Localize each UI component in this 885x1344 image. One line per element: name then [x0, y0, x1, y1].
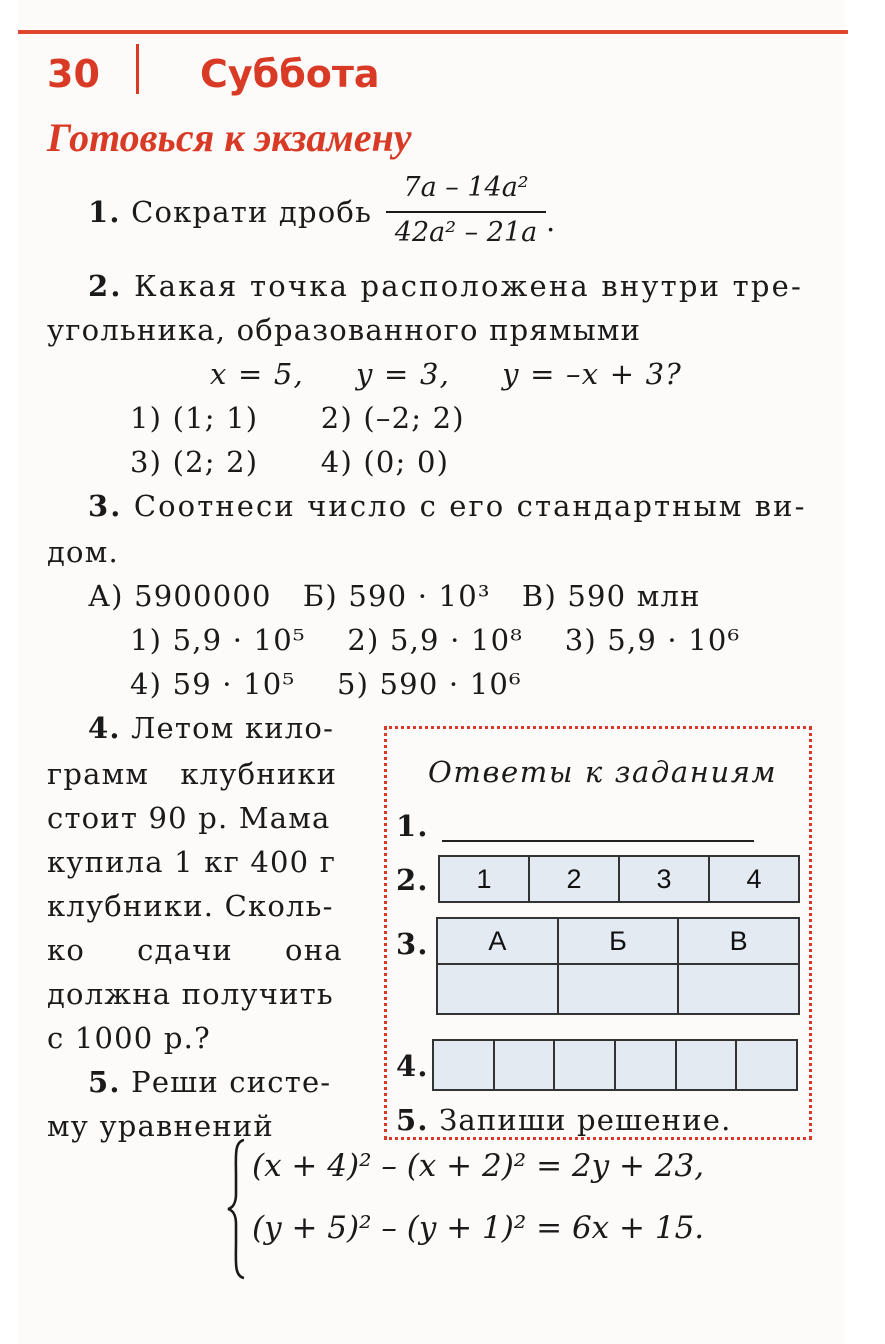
task3-options-row2: 4) 59 · 10⁵ 5) 590 · 10⁶ [130, 667, 522, 701]
task4-text0: Летом кило- [131, 711, 335, 745]
day-title: Суббота [200, 52, 380, 96]
answer-2-cells [438, 855, 800, 903]
answer-3-header: А [438, 919, 559, 963]
task1-period: . [546, 204, 556, 238]
answer-5-text: Запиши решение. [439, 1103, 732, 1137]
task5-number: 5. [88, 1065, 121, 1099]
task2-options-row1: 1) (1; 1) 2) (–2; 2) [130, 401, 465, 435]
answer-2-cell[interactable]: 1 [440, 857, 530, 901]
task3-number: 3. [88, 489, 123, 523]
task5-text0: Реши систе- [131, 1065, 332, 1099]
answer-2-cell[interactable]: 4 [710, 857, 798, 901]
system-brace [226, 1136, 248, 1282]
system-equation-1: (x + 4)² – (x + 2)² = 2y + 23, [252, 1148, 705, 1184]
answer-3-header: В [679, 919, 798, 963]
answer-label-5: 5. [396, 1103, 429, 1137]
task4-line3: стоит 90 р. Мама [47, 801, 331, 835]
task1-text: Сократи дробь [131, 195, 373, 229]
answer-label-4: 4. [396, 1049, 429, 1083]
task4-line6: ко сдачи она [47, 933, 343, 967]
answer-3-input[interactable] [559, 965, 680, 1013]
header-divider [136, 44, 139, 94]
task3-options-row1: 1) 5,9 · 10⁵ 2) 5,9 · 10⁸ 3) 5,9 · 10⁶ [130, 623, 741, 657]
page-number: 30 [47, 52, 100, 96]
task3-letters-row: А) 5900000 Б) 590 · 10³ В) 590 млн [88, 579, 701, 613]
task3-line2: дом. [47, 535, 119, 569]
task2-options-row2: 3) (2; 2) 4) (0; 0) [130, 445, 450, 479]
answer-2-cell[interactable]: 2 [530, 857, 620, 901]
task2-equations: x = 5, y = 3, y = –x + 3? [210, 357, 683, 391]
task4-number: 4. [88, 711, 121, 745]
answer-4-cell[interactable] [555, 1041, 616, 1089]
task1-number: 1. [88, 195, 121, 229]
answers-title: Ответы к заданиям [428, 755, 778, 789]
answer-4-cell[interactable] [737, 1041, 796, 1089]
task2-line2: угольника, образованного прямыми [47, 313, 642, 347]
section-subtitle: Готовься к экзамену [47, 115, 412, 160]
task4-line8: с 1000 р.? [47, 1021, 211, 1055]
task5-line2: му уравнений [47, 1109, 274, 1143]
task4-line2: грамм клубники [47, 757, 338, 791]
answer-3-input[interactable] [438, 965, 559, 1013]
task2-text1: Какая точка расположена внутри тре- [134, 269, 803, 303]
answer-4-cells [432, 1039, 798, 1091]
answer-label-1: 1. [396, 809, 429, 843]
fraction-numerator: 7a – 14a² [403, 172, 529, 203]
system-equation-2: (y + 5)² – (y + 1)² = 6x + 15. [252, 1210, 705, 1246]
task2-number: 2. [88, 269, 123, 303]
answer-2-cell[interactable]: 3 [620, 857, 710, 901]
task4-line7: должна получить [47, 977, 334, 1011]
task2-line1 [88, 269, 803, 303]
task3-line1 [88, 489, 807, 523]
task4-line4: купила 1 кг 400 г [47, 845, 337, 879]
answer-4-cell[interactable] [616, 1041, 677, 1089]
task4-line5: клубники. Сколь- [47, 889, 334, 923]
fraction-bar [386, 211, 546, 213]
task1-line [88, 195, 373, 229]
answer-label-3: 3. [396, 927, 429, 961]
answer-5-line [396, 1103, 732, 1137]
task3-text1: Соотнеси число с его стандартным ви- [133, 489, 807, 523]
answer-label-2: 2. [396, 863, 429, 897]
fraction-denominator: 42a² – 21a [394, 217, 538, 248]
answer-4-cell[interactable] [677, 1041, 738, 1089]
answer-3-header: Б [559, 919, 680, 963]
task1-fraction [386, 172, 546, 248]
task5-line1 [88, 1065, 332, 1099]
answer-4-cell[interactable] [495, 1041, 556, 1089]
answer-3-inputs [436, 963, 800, 1015]
answer-3-input[interactable] [679, 965, 798, 1013]
task4-line1 [88, 711, 335, 745]
answer-3-headers [436, 917, 800, 965]
answer-4-cell[interactable] [434, 1041, 495, 1089]
answer-1-line[interactable] [442, 840, 754, 842]
top-rule [18, 30, 848, 34]
